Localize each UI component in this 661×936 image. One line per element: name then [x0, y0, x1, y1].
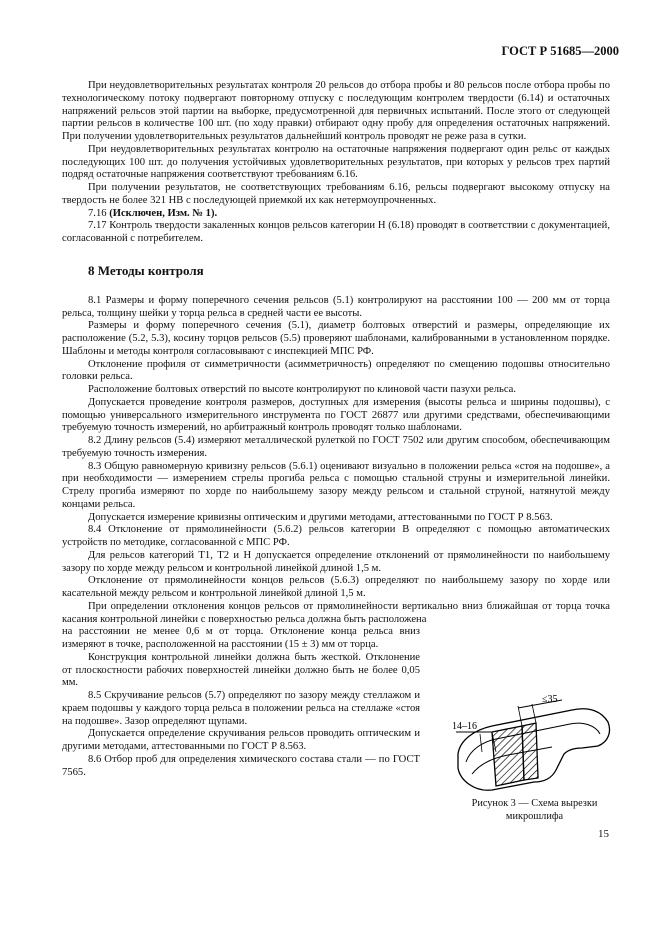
clause-7-17: 7.17 Контроль твердости закаленных концов рельсов категории Н (6.18) проводят в соответствии с документацией, согласованной с потребителем.	[62, 220, 610, 244]
paragraph: Для рельсов категорий Т1, Т2 и Н допускается определение отклонений от прямолинейности по наибольшему зазору по хорде между рельсом и контрольной линейкой длиной 1,5 м.	[62, 549, 610, 574]
paragraph: Отклонение профиля от симметричности (асимметричность) определяют по смещению подошвы относительно головки рельса.	[62, 358, 610, 383]
paragraph: 8.3 Общую равномерную кривизну рельсов (5.6.1) оценивают визуально в положении рельса «стоя на подошве», а при необходимости — измерением стрелы прогиба рельса с помощью стальной струны и измерительной линейки. Стрелу прогиба измеряют по хорде по наибольшему зазору между рельсом и стальной струной, натянутой между концами рельса.	[62, 460, 610, 510]
paragraph: При определении отклонения концов рельсов от прямолинейности вертикально вниз ближайшая от торца точка касания контрольной линейки с поверхностью рельса должна быть расположена	[62, 600, 610, 625]
extension-line	[518, 706, 522, 726]
figure-caption: Рисунок 3 — Схема вырезки микрошлифа	[471, 798, 598, 822]
specimen-cutout	[492, 726, 524, 786]
standard-code-header: ГОСТ Р 51685—2000	[501, 44, 619, 58]
specimen-cutout	[522, 723, 538, 780]
paragraph: При неудовлетворительных результатах контроля 20 рельсов до отбора пробы и 80 рельсов после отбора пробы по технологическому потоку подвергают повторному отпуску с последующим контролем твердости (6.14) и остаточных напряжений рельсов этой партии на выборке, предусмотренной для первичных испытаний. После этого от следующей партии рельсов в количестве 100 шт. (по ходу правки) отбирают одну пробу для определения остаточных напряжений. При получении удовлетворительных результатов дальнейший контроль проводят не реже раза в сутки.	[62, 80, 610, 142]
paragraph: 8.1 Размеры и форму поперечного сечения рельсов (5.1) контролируют на расстоянии 100 — 200 мм от торца рельса, толщину шейки у торца рельса в средней части ее высоты.	[62, 294, 610, 319]
dimension-label-left: 14–16	[452, 721, 477, 732]
paragraph: 8.6 Отбор проб для определения химического состава стали — по ГОСТ 7565.	[62, 753, 420, 778]
paragraph: Отклонение от прямолинейности концов рельсов (5.6.3) определяют по наибольшему зазору по хорде или касательной между рельсом и контрольной линейкой длиной 1,5 м.	[62, 575, 610, 599]
paragraph: Допускается определение скручивания рельсов проводить оптическим и другими методами, аттестованными по ГОСТ Р 8.563.	[62, 728, 420, 752]
extension-line	[480, 734, 482, 752]
paragraph: Размеры и форму поперечного сечения (5.1), диаметр болтовых отверстий и размеры, определяющие их расположение (5.2, 5.3), косину торцов рельсов (5.5) проверяют шаблонами, калиброванными в установленном порядке. Шаблоны и методы контроля согласовывают с инспекцией МПС РФ.	[62, 320, 610, 357]
paragraph: 8.5 Скручивание рельсов (5.7) определяют по зазору между стеллажом и краем подошвы у каждого торца рельса в положении рельса на стеллаже «стоя на подошве». Зазор определяют щупами.	[62, 690, 420, 727]
excluded-note: (Исключен, Изм. № 1).	[109, 207, 218, 219]
text-beside-figure	[62, 626, 420, 779]
dimension-label-top: ≤35	[542, 694, 558, 705]
paragraph: Допускается проведение контроля размеров, доступных для измерения (высоты рельса и ширины подошвы), с помощью универсального измерительного инструмента по ГОСТ 26877 или другими средствами, обеспечивающими требуемую точность измерений, но арбитражный контроль проводят только шаблонами.	[62, 396, 610, 434]
paragraph: При получении результатов, не соответствующих требованиям 6.16, рельсы подвергают высокому отпуску на твердость не более 321 НВ с последующей приемкой их как нетермоупрочненных.	[62, 182, 610, 206]
paragraph: Конструкция контрольной линейки должна быть жесткой. Отклонение от плоскостности рабочих поверхностей линейки должно быть не более 0,05 мм.	[62, 651, 420, 689]
page-number: 15	[598, 828, 609, 840]
paragraph: Расположение болтовых отверстий по высоте контролируют по клиновой части пазухи рельса.	[88, 384, 517, 395]
figure-3	[452, 692, 617, 823]
paragraph: на расстоянии не менее 0,6 м от торца. Отклонение конца рельса вниз измеряют в точке, расположенной на расстоянии (15 ± 3) мм от торца.	[62, 626, 420, 650]
paragraph: Допускается измерение кривизны оптическим и другими методами, аттестованными по ГОСТ Р 8.563.	[88, 511, 553, 523]
clause-number: 7.16	[88, 207, 107, 219]
main-text	[62, 80, 610, 779]
paragraph: 8.2 Длину рельсов (5.4) измеряют металлической рулеткой по ГОСТ 7502 или другим способом, обеспечивающим требуемую точность измерения.	[62, 435, 610, 459]
extension-line	[532, 704, 536, 723]
section-heading: 8 Методы контроля	[88, 262, 204, 278]
clause-7-16	[62, 208, 610, 221]
paragraph: При неудовлетворительных результатах контролю на остаточные напряжения подвергают один рельс от каждых последующих 100 шт. до получения устойчивых удовлетворительных результатов, при которых у рельсов трех партий подряд остаточные напряжения соответствуют требованиям 6.16.	[62, 143, 610, 181]
rail-section-diagram	[452, 692, 617, 792]
paragraph: 8.4 Отклонение от прямолинейности (5.6.2) рельсов категории В определяют с помощью автоматических устройств по методике, согласованной с МПС РФ.	[62, 524, 610, 548]
